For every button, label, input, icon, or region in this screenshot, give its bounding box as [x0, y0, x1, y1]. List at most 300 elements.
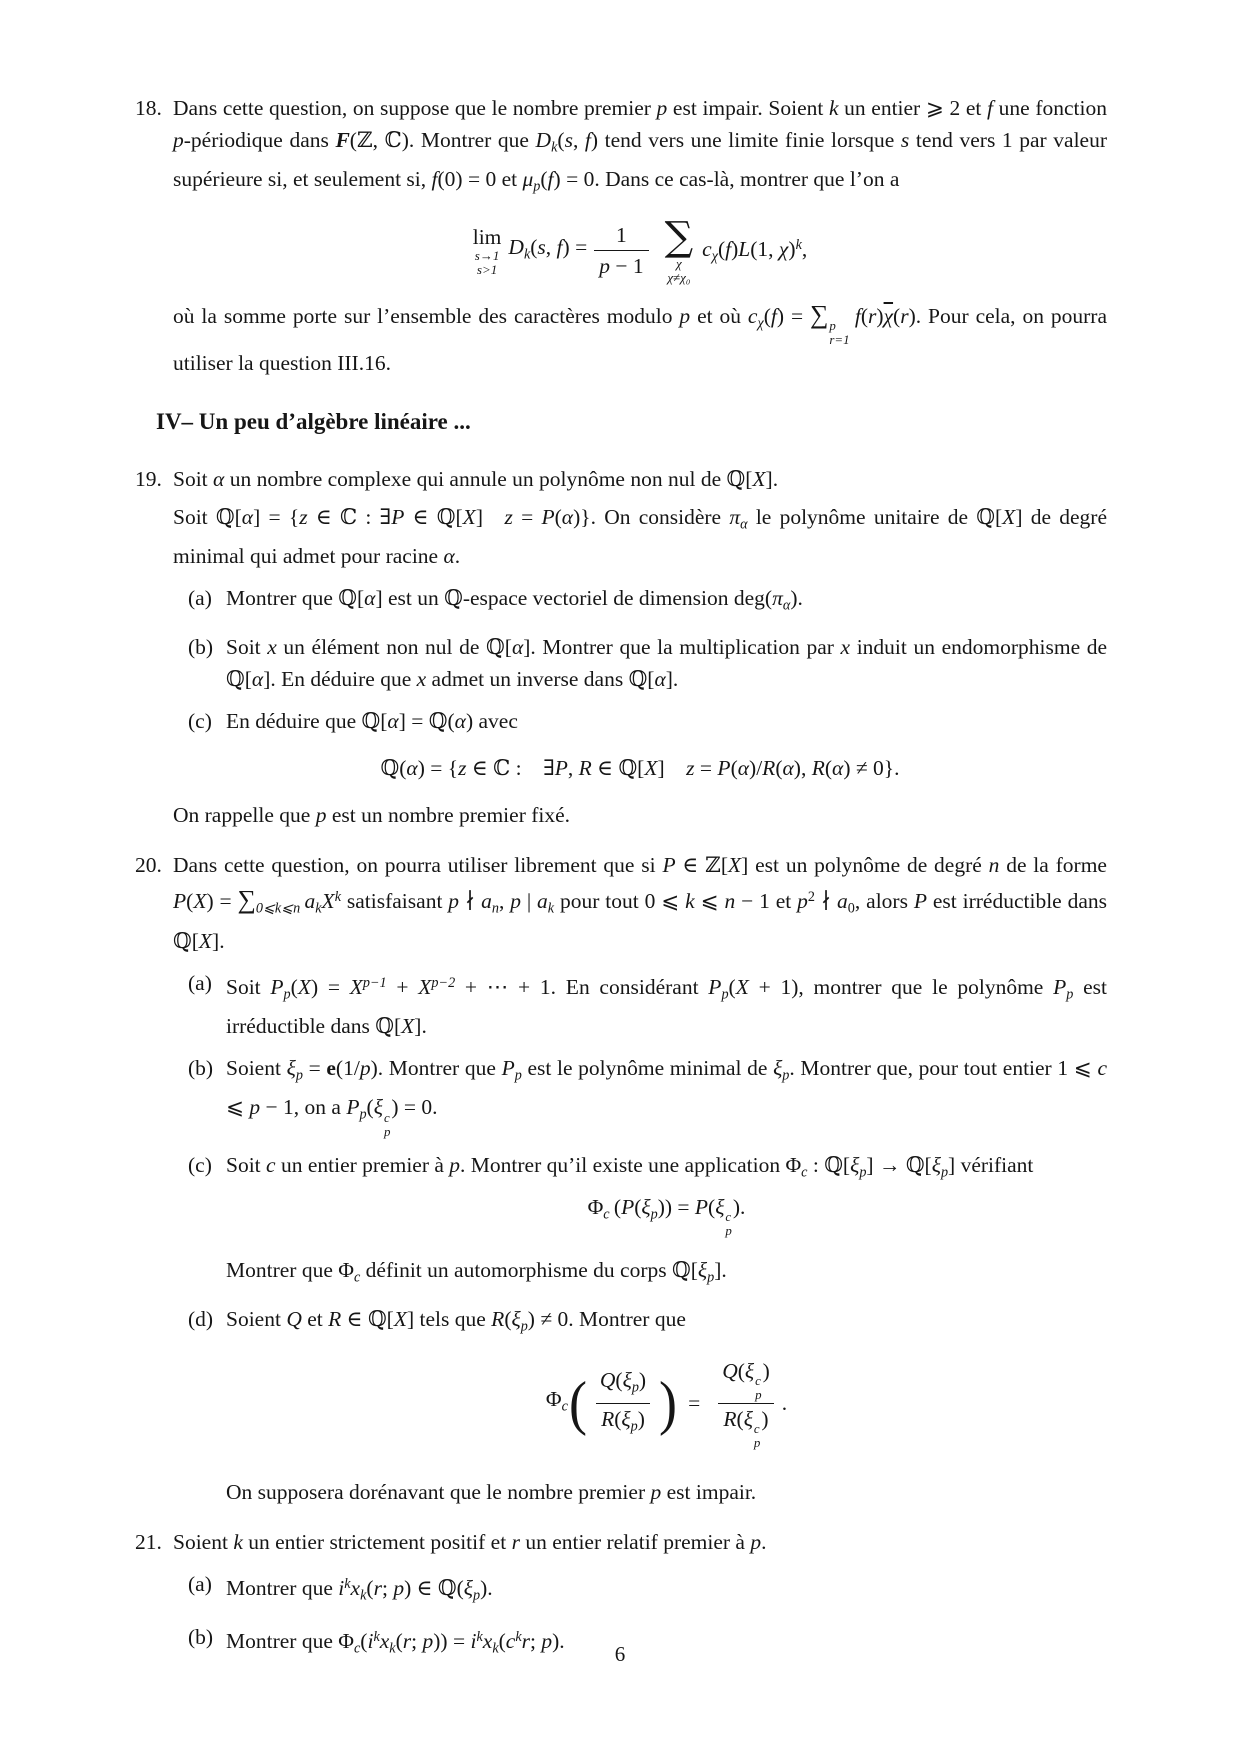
math-i: a [481, 889, 492, 914]
math-i: z [504, 504, 513, 529]
subitem-c-paragraph-2 [226, 1254, 1107, 1293]
math-i: X [644, 756, 658, 781]
math-big: ∑ [237, 885, 256, 915]
math-i: α [511, 635, 524, 660]
text-run: ( [366, 1576, 374, 1601]
text-run: et où [690, 303, 748, 328]
text-run: ∤ [814, 889, 838, 914]
math-big: ∑ [810, 299, 829, 329]
text-run: ∈ ℚ[ [404, 504, 463, 529]
text-run: )/ [749, 756, 763, 781]
script-line: r=1 [829, 332, 850, 347]
text-run: ) [762, 1359, 770, 1384]
math-isup: k [344, 1576, 351, 1593]
text-run: où la somme porte sur l’ensemble des caractères modulo [173, 303, 680, 328]
math-isup: k [334, 889, 341, 906]
math-i: k [828, 96, 839, 120]
math-i: s [537, 234, 546, 259]
math-i: X [321, 889, 335, 914]
math-i: p [448, 889, 460, 914]
question-19-body [173, 463, 1107, 832]
text-run: ] = ℚ( [398, 709, 455, 734]
script-line: p [725, 1224, 732, 1239]
text-run: est irréductible dans ℚ[ [226, 974, 1107, 1039]
text-run: ] [475, 504, 505, 529]
math-i: R [601, 1406, 615, 1431]
math-isub: p [514, 1067, 522, 1084]
math-i: ξ [511, 1306, 521, 1331]
text-run: ), [793, 756, 812, 781]
text-run: ( [554, 504, 562, 529]
question-20-subitem-c [188, 1149, 1107, 1293]
math-i: α [387, 709, 399, 734]
text-run: et [301, 1306, 329, 1331]
text-run: . [454, 544, 461, 569]
text-run: , [545, 234, 557, 259]
text-run: + 1), montrer que le polynôme [748, 974, 1054, 999]
text-run: ( [609, 1195, 622, 1220]
text-run: ] tels que [406, 1306, 492, 1331]
math-i: c [702, 236, 712, 261]
text-run: ; [530, 1629, 542, 1654]
text-run: ) = [562, 234, 588, 259]
fraction-numerator: 1 [616, 223, 627, 247]
math-i: α [782, 756, 794, 781]
math-i: α [654, 667, 666, 692]
text-run: Soient [226, 1306, 287, 1331]
sum-subscripts [667, 257, 690, 285]
question-18-number: 18. [135, 96, 162, 120]
math-i: ξ [697, 1257, 708, 1282]
text-run: ] vérifiant [948, 1152, 1034, 1177]
math-i: z [458, 756, 467, 781]
math-i: R [811, 756, 825, 781]
math-i: x [379, 1629, 390, 1654]
math-i: ξ [463, 1576, 473, 1601]
math-i: α [241, 504, 254, 529]
math-i: p [359, 1056, 371, 1081]
fraction-numerator [717, 1356, 775, 1402]
math-isub: p [359, 1106, 367, 1123]
math-isub: p [631, 1379, 639, 1396]
math-i: c [1097, 1056, 1107, 1081]
math-isup: p−2 [431, 974, 456, 991]
math-isub: k [523, 246, 531, 263]
math-isub: k [389, 1640, 396, 1657]
lim-word: lim [472, 224, 502, 249]
text-run: ( [360, 1629, 368, 1654]
sum-condition: χ≠χ₀ [667, 269, 691, 285]
math-i: P [554, 756, 568, 781]
math-isub: p [295, 1067, 303, 1084]
text-run: ( [775, 756, 783, 781]
text-run: , [498, 889, 511, 914]
math-i: a [837, 889, 848, 914]
fraction-one-over-p-minus-1 [594, 220, 648, 281]
math-i: μ [522, 167, 534, 192]
math-i: α [832, 756, 844, 781]
stacked-script [755, 1374, 761, 1402]
math-isub: k [492, 1640, 499, 1657]
math-i: p [449, 1152, 461, 1177]
math-i: p [650, 1480, 662, 1505]
text-run: ( [824, 756, 833, 781]
text-run: On rappelle que [173, 803, 316, 828]
sum-operator [664, 213, 694, 285]
math-i: ξ [850, 1152, 860, 1177]
text-run: ; [381, 1576, 394, 1601]
script-line: p [753, 1435, 761, 1450]
math-i: p [541, 1629, 553, 1654]
math-i: p [750, 1530, 762, 1555]
math-i: L [738, 236, 751, 261]
math-i: r [900, 303, 909, 328]
math-isup: p−1 [362, 974, 387, 991]
math-i: D [508, 234, 524, 259]
text-run: induit un endomorphisme de ℚ[ [226, 635, 1108, 692]
question-19-number: 19. [135, 466, 162, 491]
math-i: P [662, 853, 676, 878]
text-run: ) [731, 236, 739, 261]
text-run: (1, [750, 236, 779, 261]
text-run: Soient [173, 1530, 234, 1555]
text-run: , [801, 236, 808, 261]
math-i: x [416, 667, 427, 692]
math-isub: p [473, 1587, 481, 1604]
math-i: k [685, 889, 695, 914]
text-run: − 1 [609, 254, 644, 278]
display-formula-phi-fraction [226, 1356, 1107, 1450]
question-21-subitem-a [188, 1568, 1107, 1611]
text-run: Soit [173, 466, 214, 491]
text-run: On supposera dorénavant que le nombre premier [226, 1480, 651, 1505]
question-19 [135, 463, 1107, 832]
math-isub: χ [711, 248, 718, 265]
math-i: P [391, 504, 405, 529]
math-isup: k [373, 1629, 380, 1646]
math-i: n [988, 853, 1000, 878]
math-i: X [401, 1014, 415, 1039]
text-run: ( [366, 1095, 374, 1120]
math-i: ξ [373, 1095, 383, 1120]
math-i: ξ [622, 1368, 632, 1393]
subitem-a-body [226, 582, 1107, 621]
question-20-subitem-a [188, 967, 1107, 1042]
math-i: ξ [744, 1359, 755, 1384]
math-i: ξ [621, 1406, 631, 1431]
page-number: 6 [614, 1642, 626, 1666]
lim-condition-1: s→1 [474, 247, 500, 263]
script-line: c [383, 1110, 390, 1125]
math-i: α [454, 709, 466, 734]
text-run: ∈ ℂ : ∃ [307, 504, 392, 529]
math-isub: c [603, 1206, 610, 1223]
text-run: ( [708, 1195, 716, 1220]
text-run: pour tout 0 ⩽ [554, 889, 686, 914]
subitem-b-label: (b) [188, 635, 214, 660]
math-i: P [913, 889, 927, 914]
math-isub: p [283, 986, 291, 1003]
math-i: P [1053, 974, 1067, 999]
math-i: P [708, 974, 722, 999]
section-heading-iv: IV– Un peu d’algèbre linéaire ... [156, 408, 471, 434]
text-run: ). Pour cela, on pourra utiliser la question III.16. [173, 303, 1107, 375]
formula-period: . [781, 1391, 788, 1416]
question-19-subitem-c [188, 705, 1107, 737]
math-i: f [770, 303, 777, 328]
math-i: r [373, 1576, 382, 1601]
text-run: ]. [665, 667, 679, 692]
fraction-denominator [594, 250, 648, 281]
math-sup: 2 [807, 889, 815, 906]
question-19-subitem-b [188, 631, 1107, 695]
math-i: P [541, 504, 555, 529]
math-i: r [511, 1530, 520, 1555]
question-20-subitem-b [188, 1052, 1107, 1139]
big-right-paren: ) [659, 1370, 678, 1437]
math-i: P [173, 889, 187, 914]
math-i: Q [722, 1359, 738, 1384]
text-run: ( [763, 303, 771, 328]
text-run: est impair. Soient [667, 96, 829, 120]
math-b: e [326, 1056, 336, 1081]
math-i: x [267, 635, 277, 660]
math-i: α [364, 586, 376, 611]
math-cal: F [335, 128, 350, 152]
display-formula-limit [173, 213, 1107, 285]
math-i: r [521, 1629, 531, 1654]
text-run: : ℚ[ [807, 1152, 851, 1177]
math-i: ξ [931, 1152, 941, 1177]
fraction-denominator [718, 1403, 773, 1450]
math-i: R [491, 1306, 505, 1331]
subitem-b-body [226, 1052, 1107, 1139]
script-line: p [755, 1388, 762, 1403]
text-run: ( [498, 1629, 506, 1654]
fraction-denominator [596, 1403, 650, 1441]
text-run: ⩽ [226, 1095, 250, 1120]
question-19-subitem-a [188, 582, 1107, 621]
text-run: ] [657, 756, 687, 781]
text-run: ( [717, 236, 726, 261]
text-run: ) [788, 236, 796, 261]
math-i: n [724, 889, 736, 914]
text-run: de la forme [999, 853, 1107, 878]
text-run: Montrer que ℚ[ [226, 586, 365, 611]
math-isub: c [353, 1268, 361, 1285]
math-i: α [561, 504, 574, 529]
subitem-a-label: (a) [188, 586, 212, 611]
question-20-body [173, 849, 1107, 1508]
math-i: π [729, 504, 741, 529]
text-run: ] est un ℚ-espace vectoriel de dimension deg( [375, 586, 773, 611]
math-i: a [304, 889, 316, 914]
subitem-a-body [226, 1568, 1107, 1611]
math-i: x [482, 1629, 493, 1654]
math-i: P [694, 1195, 709, 1220]
text-run: ) = 0. Dans ce cas-là, montrer que l’on a [553, 167, 900, 192]
fraction-q-over-r [595, 1365, 651, 1441]
subitem-a-label: (a) [188, 970, 212, 995]
text-run: ( [728, 974, 736, 999]
subitem-a-body [226, 967, 1107, 1042]
question-19-paragraph-3 [173, 799, 1107, 831]
math-isup: k [515, 1629, 522, 1646]
question-20-subitem-d [188, 1303, 1107, 1460]
text-run: , alors [854, 889, 914, 914]
math-isub: p [940, 1164, 949, 1181]
text-run: )}. On considère [573, 504, 730, 529]
text-run: ( [395, 1629, 403, 1654]
text-run: Dans cette question, on suppose que le nombre premier [173, 96, 657, 120]
math-isub: p [630, 1417, 638, 1434]
subitem-d-label: (d) [188, 1306, 214, 1331]
text-run: ( [615, 1368, 623, 1393]
math-isub: p [533, 178, 541, 195]
subitem-c-label: (c) [188, 1152, 212, 1177]
math-isub: χ [757, 314, 764, 331]
text-run: . Montrer que, pour tout entier 1 ⩽ [789, 1056, 1098, 1081]
question-20-number: 20. [135, 853, 162, 878]
text-run: ). Montrer que [370, 1056, 502, 1081]
text-run: )) = [657, 1195, 695, 1220]
text-run: Soit [226, 635, 268, 660]
math-i: f [547, 167, 554, 192]
page-content [135, 92, 1107, 1665]
math-isub: α [740, 516, 748, 533]
text-run: ) = { [417, 756, 459, 781]
text-run: ) tend vers une limite finie lorsque [590, 128, 901, 152]
math-isup: k [795, 236, 802, 253]
math-i: χ [778, 236, 789, 261]
text-run: ) [761, 1406, 769, 1431]
text-run: ℚ( [380, 756, 407, 781]
text-run: Soit [226, 1152, 267, 1177]
math-i: X [193, 889, 207, 914]
question-21-paragraph-1 [173, 1526, 1107, 1558]
text-run: ( [893, 303, 901, 328]
text-run: . Montrer qu’il existe une application Φ [460, 1152, 802, 1177]
math-i: f [431, 167, 438, 192]
fraction-numerator [595, 1365, 651, 1402]
math-i: p [510, 889, 521, 914]
text-run: ] → ℚ[ [866, 1152, 932, 1177]
text-run: Φ [545, 1387, 562, 1412]
math-i: P [717, 756, 731, 781]
text-run: un entier strictement positif et [242, 1530, 512, 1555]
lim-subscripts [475, 249, 500, 277]
text-run: (ℤ, ℂ). Montrer que [349, 128, 536, 152]
text-run: ∈ ℂ : ∃ [466, 756, 555, 781]
text-run: ) avec [465, 709, 518, 734]
math-isub: k [360, 1587, 367, 1604]
question-18-paragraph-2 [173, 299, 1107, 379]
math-i: P [270, 974, 284, 999]
text-run: (1/ [335, 1056, 360, 1081]
math-i: X [462, 504, 476, 529]
question-20-paragraph-2 [226, 1476, 1107, 1508]
math-i: α [406, 756, 418, 781]
subitem-d-body [226, 1303, 1107, 1460]
question-21-number: 21. [135, 1530, 162, 1555]
subitem-b-label: (b) [188, 1625, 214, 1650]
text-run: )) = [433, 1629, 471, 1654]
math-isub: p [520, 1318, 528, 1335]
text-run: ( [860, 303, 869, 328]
text-run: ( [736, 1406, 744, 1431]
subitem-d-paragraph-1 [226, 1303, 1107, 1342]
display-formula-q-alpha [173, 752, 1107, 784]
text-run: un entier premier à [275, 1152, 450, 1177]
text-run: un entier relatif premier à [519, 1530, 751, 1555]
text-run: admet un inverse dans ℚ[ [426, 667, 655, 692]
math-i: Q [286, 1306, 302, 1331]
math-i: P [346, 1095, 360, 1120]
text-run: -périodique dans [183, 128, 336, 152]
math-i: f [854, 303, 861, 328]
math-i: c [747, 303, 758, 328]
text-run: ∈ ℚ[ [591, 756, 645, 781]
math-i: ξ [641, 1195, 651, 1220]
text-run: le polynôme unitaire de ℚ[ [747, 504, 1003, 529]
math-i: c [266, 1152, 276, 1177]
text-run: Montrer que Φ [226, 1629, 354, 1654]
math-i: x [840, 635, 851, 660]
math-i: p [679, 303, 691, 328]
math-i: k [233, 1530, 243, 1555]
subitem-c-paragraph-1 [226, 1149, 1107, 1188]
text-run: Soient [226, 1056, 287, 1081]
text-run: ) [638, 1368, 647, 1393]
text-run: ]. En déduire que [263, 667, 417, 692]
subitem-c-body [226, 705, 1107, 737]
math-sub: 0 [847, 900, 855, 917]
math-isub: k [551, 139, 558, 156]
math-i: α [737, 756, 750, 781]
math-i: f [556, 234, 563, 259]
text-run: ]. [212, 928, 225, 953]
text-run: , [567, 756, 579, 781]
text-run: est impair. [661, 1480, 757, 1505]
text-run: | [520, 889, 538, 914]
math-isub: p [859, 1164, 867, 1181]
text-run: = [302, 1056, 327, 1081]
math-i: R [328, 1306, 342, 1331]
text-run: = [512, 504, 542, 529]
math-i: X [418, 974, 432, 999]
text-run: ( [290, 974, 298, 999]
math-i: f [987, 96, 994, 120]
text-run: + ⋯ + 1. En considérant [455, 974, 709, 999]
math-i: p [656, 96, 668, 120]
math-i: i [470, 1629, 477, 1654]
text-run: ( [634, 1195, 642, 1220]
text-run: ]. [714, 1257, 727, 1282]
math-i: c [505, 1629, 516, 1654]
text-run: ). [790, 586, 803, 611]
text-run: un élément non nul de ℚ[ [276, 635, 512, 660]
stacked-script [725, 1210, 731, 1238]
math-isub: p [721, 986, 729, 1003]
formula-rhs [702, 229, 807, 272]
text-run: ) = [310, 974, 350, 999]
text-run: ∈ ℚ[ [341, 1306, 394, 1331]
subitem-b-label: (b) [188, 1056, 214, 1081]
script-line: p [829, 318, 836, 333]
text-run: une fonction [993, 96, 1107, 120]
lim-condition-2: s>1 [476, 261, 498, 277]
stacked-script [754, 1422, 760, 1450]
